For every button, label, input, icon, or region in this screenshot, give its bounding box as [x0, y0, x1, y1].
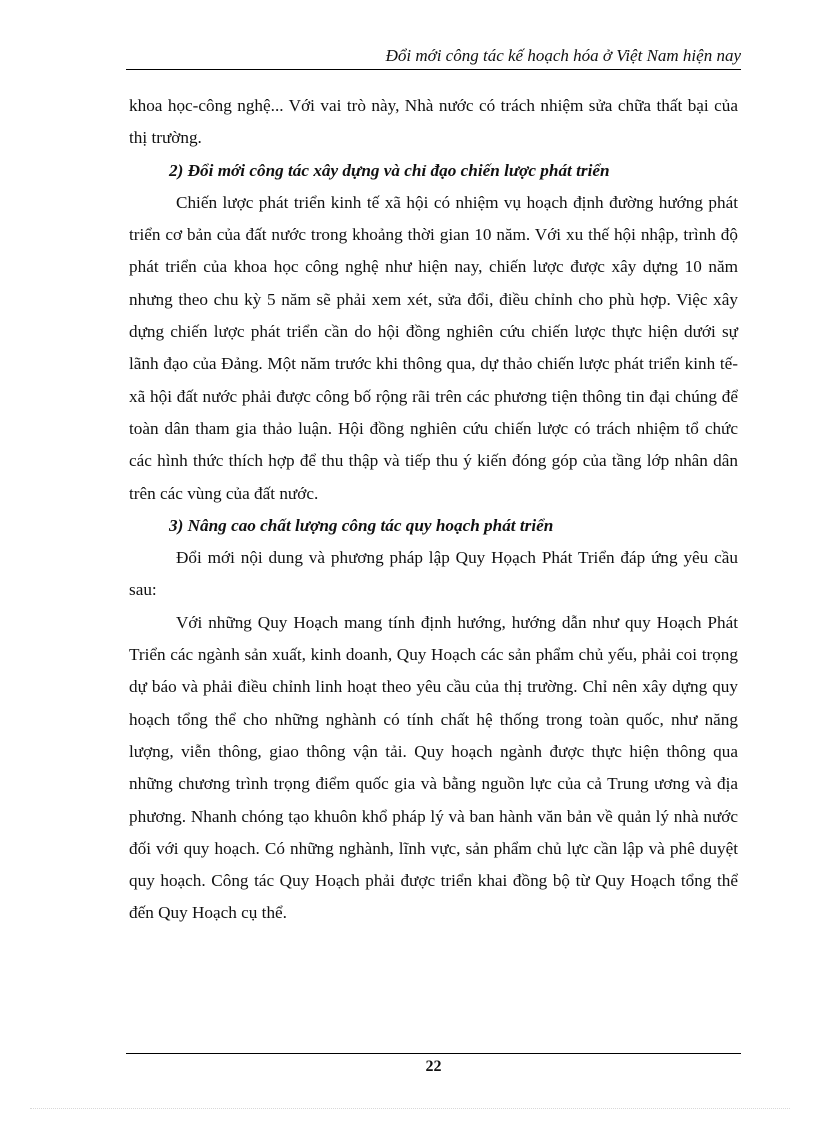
section-heading-3: 3) Nâng cao chất lượng công tác quy hoạch phát triển	[169, 515, 554, 535]
paragraph-continuation: khoa học-công nghệ... Với vai trò này, Nhà nước có trách nhiệm sửa chữa thất bại của thị trường.	[129, 96, 738, 148]
bottom-dotted-border	[30, 1108, 790, 1109]
running-header-title: Đổi mới công tác kế hoạch hóa ở Việt Nam hiện nay	[385, 46, 741, 65]
body-text	[129, 90, 738, 930]
paragraph-strategy: Chiến lược phát triển kinh tế xã hội có nhiệm vụ hoạch định đường hướng phát triển cơ bản của đất nước trong khoảng thời gian 10 năm. Với xu thế hội nhập, trình độ phát triển của khoa học công nghệ như hiện nay, chiến lược được xây dựng 10 năm nhưng theo chu kỳ 5 năm sẽ phải xem xét, sửa đổi, điều chỉnh cho phù hợp. Việc xây dựng chiến lược phát triển cần do hội đồng nghiên cứu chiến lược thực hiện dưới sự lãnh đạo của Đảng. Một năm trước khi thông qua, dự thảo chiến lược phát triển kinh tế-xã hội đất nước phải được công bố rộng rãi trên các phương tiện thông tin đại chúng để toàn dân tham gia thảo luận. Hội đồng nghiên cứu chiến lược có trách nhiệm tổ chức các hình thức thích hợp để thu thập và tiếp thu ý kiến đóng góp của tầng lớp nhân dân trên các vùng của đất nước.	[129, 192, 738, 503]
header-divider	[126, 69, 741, 70]
section-heading-2: 2) Đổi mới công tác xây dựng và chỉ đạo chiến lược phát triển	[169, 160, 610, 180]
paragraph-requirements: Đổi mới nội dung và phương pháp lập Quy Họạch Phát Triển đáp ứng yêu cầu sau:	[129, 548, 738, 600]
page-number: 22	[425, 1058, 442, 1075]
paragraph-planning: Với những Quy Hoạch mang tính định hướng, hướng dẫn như quy Hoạch Phát Triển các ngành sản xuất, kinh doanh, Quy Hoạch các sản phẩm chủ yếu, phải coi trọng dự báo và phải điều chỉnh linh hoạt theo yêu cầu của thị trường. Chỉ nên xây dựng quy hoạch tổng thể cho những nghành có tính chất hệ thống trong toàn quốc, như năng lượng, viễn thông, giao thông vận tải. Quy hoạch ngành được thực hiện thông qua những chương trình trọng điểm quốc gia và bằng nguồn lực của cả Trung ương và địa phương. Nhanh chóng tạo khuôn khổ pháp lý và ban hành văn bản về quản lý nhà nước đối với quy hoạch. Có những nghành, lĩnh vực, sản phẩm chủ lực cần lập và phê duyệt quy hoạch. Công tác Quy Hoạch phải được triển khai đồng bộ từ Quy Hoạch tổng thể đến Quy Hoạch cụ thể.	[129, 612, 738, 923]
footer-divider	[126, 1053, 741, 1054]
